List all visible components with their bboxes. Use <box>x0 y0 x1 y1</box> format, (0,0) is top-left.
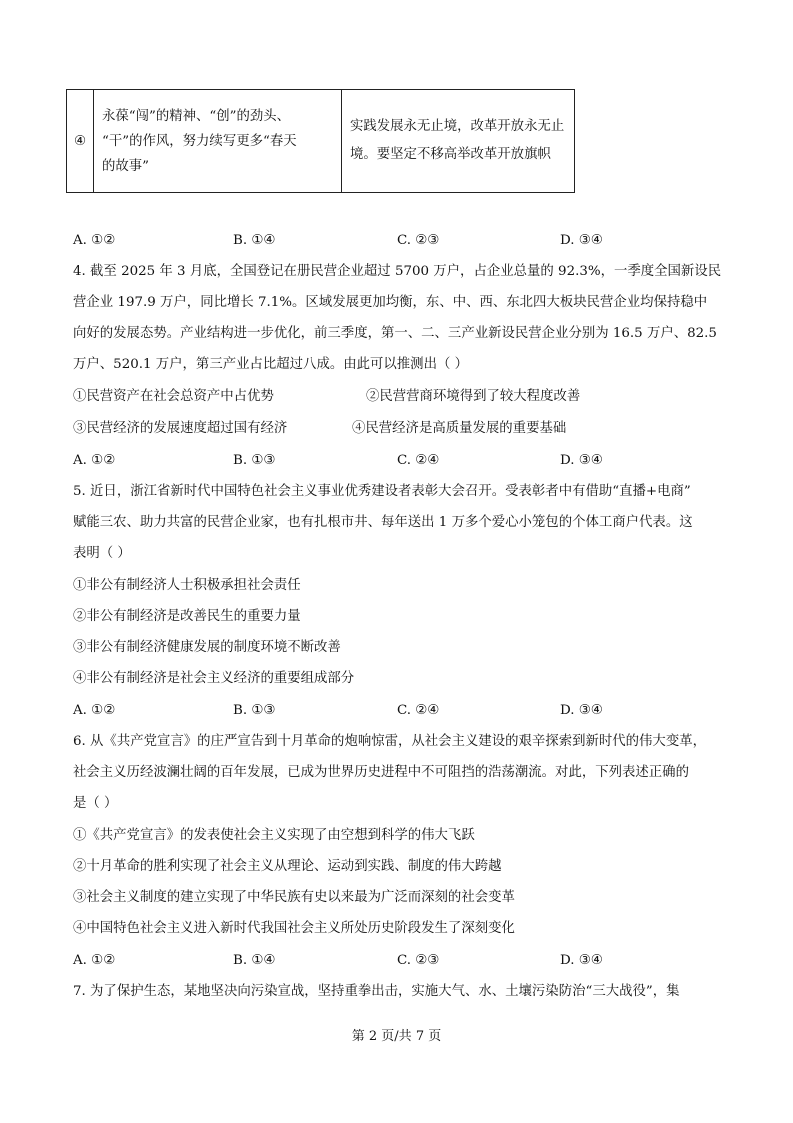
choice-a[interactable]: A. ①② <box>73 453 116 468</box>
choice-d[interactable]: D. ③④ <box>560 953 603 968</box>
option-table <box>66 89 575 193</box>
q6-choices <box>73 951 713 971</box>
q6-stem-line: 是（ ） <box>73 796 118 811</box>
row-quote-line: 永葆“闯”的精神、“创”的劲头、 <box>102 108 291 124</box>
q4-option: ①民营资产在社会总资产中占优势 <box>73 389 274 404</box>
q4-option: ④民营经济是高质量发展的重要基础 <box>352 421 567 436</box>
choice-d[interactable]: D. ③④ <box>560 233 603 248</box>
choice-d[interactable]: D. ③④ <box>560 453 603 468</box>
row-quote-line: “干”的作风，努力续写更多“春天 <box>102 133 297 149</box>
q5-option: ②非公有制经济是改善民生的重要力量 <box>73 609 301 624</box>
q3-choices <box>73 231 713 251</box>
table-row <box>67 90 575 193</box>
q6-option: ③社会主义制度的建立实现了中华民族有史以来最为广泛而深刻的社会变革 <box>73 890 515 905</box>
row-number: ④ <box>67 90 94 193</box>
q5-choices <box>73 701 713 721</box>
q6-stem-line: 社会主义历经波澜壮阔的百年发展，已成为世界历史进程中不可阻挡的浩荡潮流。对此，下列表述正确的 <box>73 765 689 780</box>
q4-stem-line: 向好的发展态势。产业结构进一步优化，前三季度，第一、二、三产业新设民营企业分别为 16.5 万户、82.5 <box>73 326 717 341</box>
q4-stem-line: 4. 截至 2025 年 3 月底，全国登记在册民营企业超过 5700 万户，占企业总量的 92.3%，一季度全国新设民 <box>73 264 722 279</box>
choice-a[interactable]: A. ①② <box>73 233 116 248</box>
row-quote <box>94 90 342 193</box>
choice-d[interactable]: D. ③④ <box>560 703 603 718</box>
q5-stem-line: 赋能三农、助力共富的民营企业家，也有扎根市井、每年送出 1 万多个爱心小笼包的个体工商户代表。这 <box>73 515 693 530</box>
q6-option: ①《共产党宣言》的发表使社会主义实现了由空想到科学的伟大飞跃 <box>73 828 475 843</box>
q7-stem-line: 7. 为了保护生态，某地坚决向污染宣战，坚持重拳出击，实施大气、水、土壤污染防治“三大战役”，集 <box>73 984 680 999</box>
q4-choices <box>73 451 713 471</box>
choice-b[interactable]: B. ①③ <box>233 453 276 468</box>
choice-c[interactable]: C. ②③ <box>397 233 440 248</box>
choice-b[interactable]: B. ①④ <box>233 953 276 968</box>
q4-option: ②民营营商环境得到了较大程度改善 <box>366 389 581 404</box>
q5-stem-line: 表明（ ） <box>73 546 131 561</box>
choice-a[interactable]: A. ①② <box>73 953 116 968</box>
q6-stem-line: 6. 从《共产党宣言》的庄严宣告到十月革命的炮响惊雷，从社会主义建设的艰辛探索到新时代的伟大变革， <box>73 734 706 749</box>
q5-option: ③非公有制经济健康发展的制度环境不断改善 <box>73 640 341 655</box>
choice-c[interactable]: C. ②④ <box>397 703 440 718</box>
choice-b[interactable]: B. ①③ <box>233 703 276 718</box>
q4-stem-line: 万户、520.1 万户，第三产业占比超过八成。由此可以推测出（ ） <box>73 357 469 372</box>
row-meaning-line: 境。要坚定不移高举改革开放旗帜 <box>350 147 551 162</box>
q5-option: ①非公有制经济人士积极承担社会责任 <box>73 578 301 593</box>
row-meaning-line: 实践发展永无止境，改革开放永无止 <box>350 119 565 134</box>
choice-a[interactable]: A. ①② <box>73 703 116 718</box>
q6-option: ②十月革命的胜利实现了社会主义从理论、运动到实践、制度的伟大跨越 <box>73 859 502 874</box>
q5-option: ④非公有制经济是社会主义经济的重要组成部分 <box>73 671 355 686</box>
q5-stem-line: 5. 近日，浙江省新时代中国特色社会主义事业优秀建设者表彰大会召开。受表彰者中有借助“直播+电商” <box>73 484 691 499</box>
q6-option: ④中国特色社会主义进入新时代我国社会主义所处历史阶段发生了深刻变化 <box>73 921 515 936</box>
choice-c[interactable]: C. ②③ <box>397 953 440 968</box>
choice-b[interactable]: B. ①④ <box>233 233 276 248</box>
row-quote-line: 的故事” <box>102 158 150 174</box>
q4-option: ③民营经济的发展速度超过国有经济 <box>73 421 288 436</box>
q4-stem-line: 营企业 197.9 万户，同比增长 7.1%。区域发展更加均衡，东、中、西、东北四大板块民营企业均保持稳中 <box>73 295 708 310</box>
page-number: 第 2 页/共 7 页 <box>351 1029 442 1044</box>
row-meaning <box>342 90 575 193</box>
choice-c[interactable]: C. ②④ <box>397 453 440 468</box>
